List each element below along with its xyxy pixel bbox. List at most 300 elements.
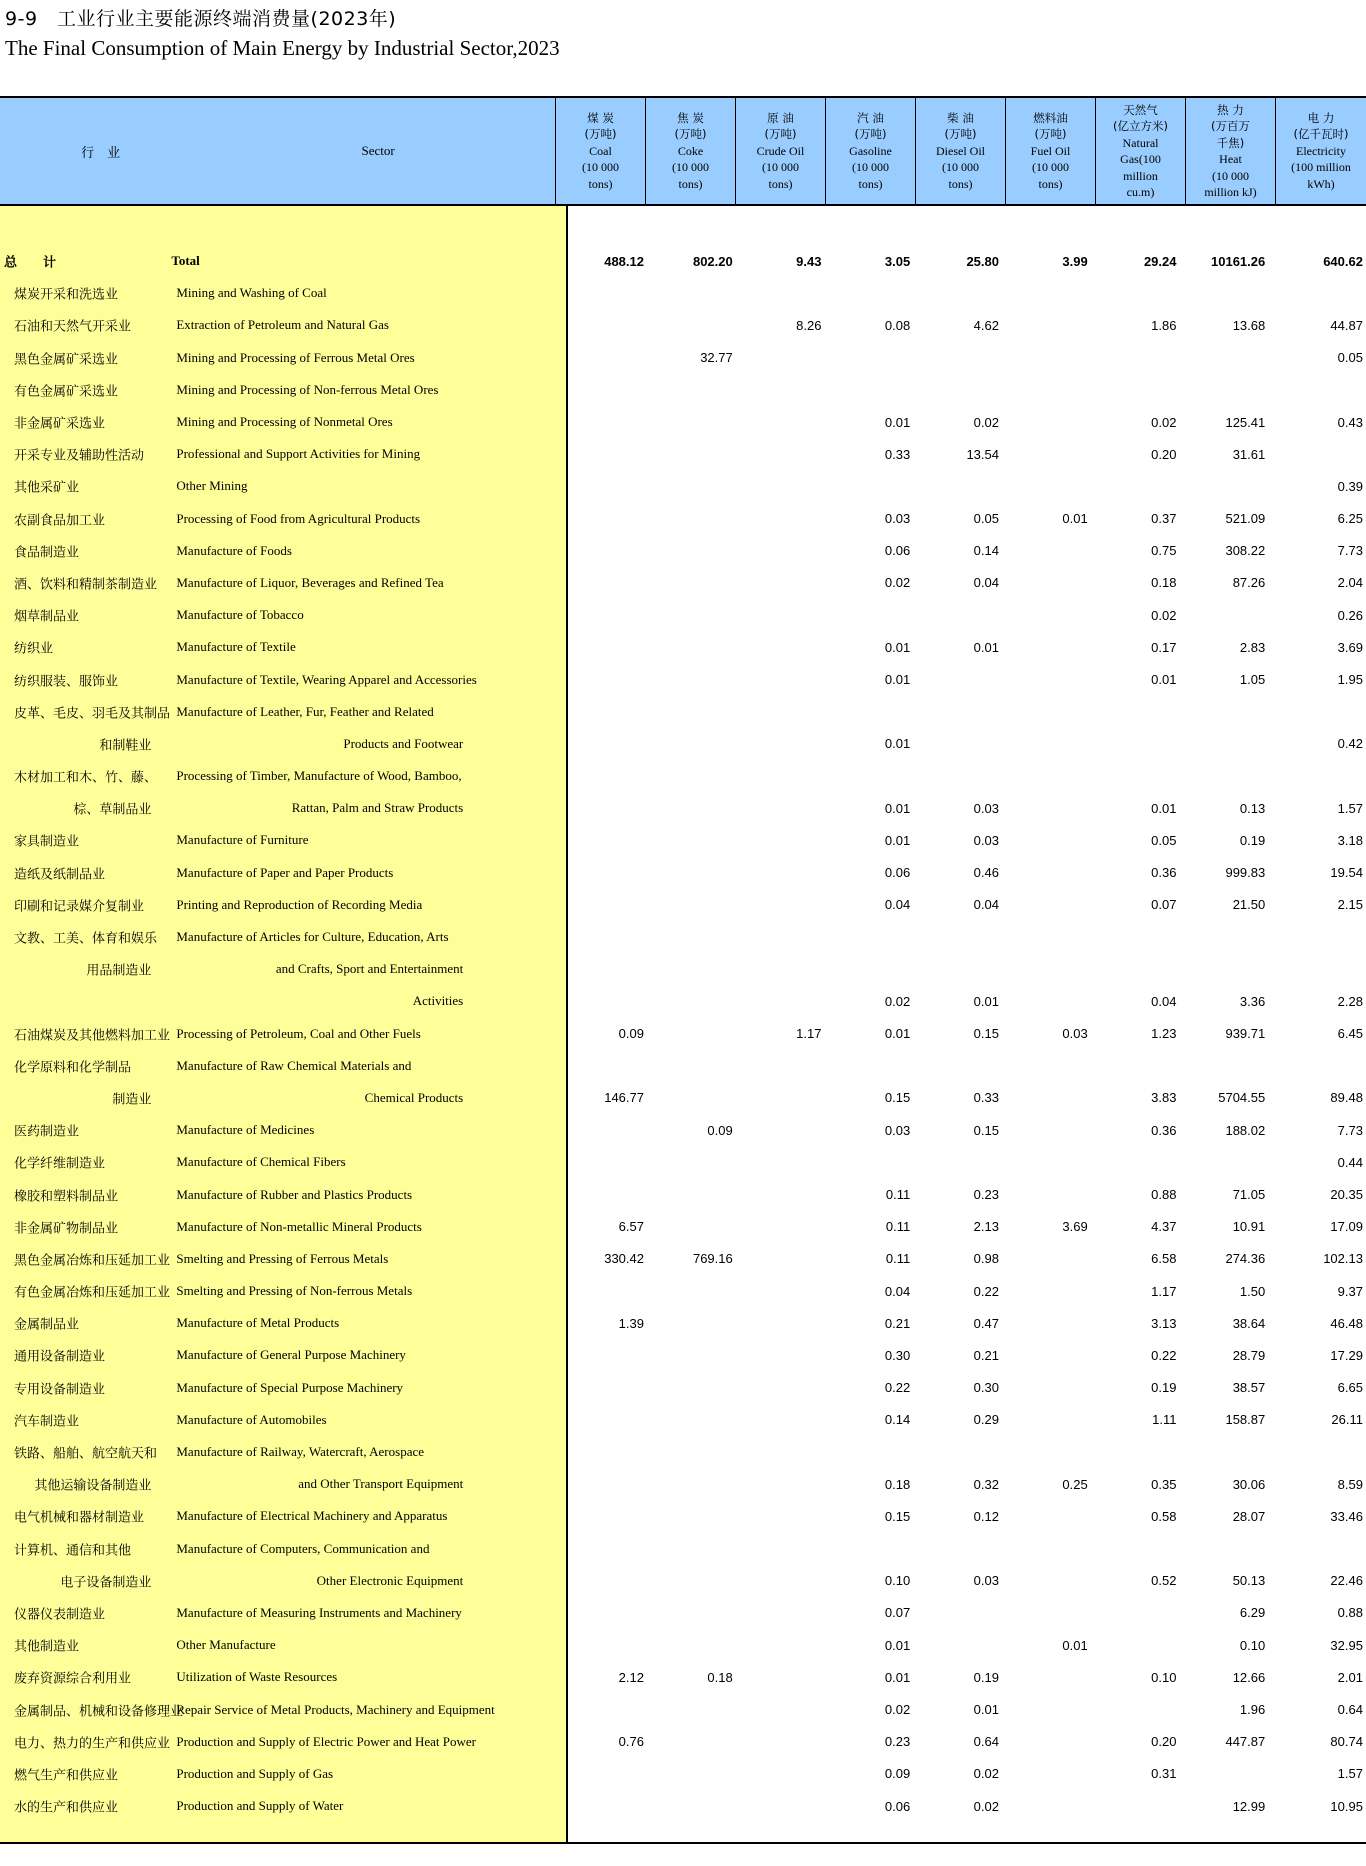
sector-cell	[176, 1693, 566, 1725]
sector-label: Manufacture of Special Purpose Machinery	[176, 1379, 404, 1395]
industry-label: 化学纤维制造业	[14, 1156, 106, 1172]
value-cell	[832, 1146, 921, 1178]
value-cell	[655, 631, 744, 663]
value-cell: 0.01	[884, 1669, 911, 1685]
value-cell: 0.10	[1151, 1669, 1177, 1685]
value-cell	[1099, 921, 1188, 953]
sector-label: Repair Service of Metal Products, Machinery and Equipment	[176, 1701, 495, 1717]
industry-cell	[0, 1050, 205, 1082]
industry-label: 总 计	[4, 255, 57, 271]
value-cell: 6.57	[618, 1219, 644, 1235]
table-row	[0, 342, 1366, 374]
header-col-3-text: (10 000	[852, 160, 889, 175]
sector-label: Manufacture of General Purpose Machinery	[176, 1347, 406, 1363]
value-cell	[1187, 277, 1276, 309]
value-cell: 1.05	[1239, 672, 1266, 688]
value-cell	[1099, 277, 1188, 309]
value-cell	[921, 1050, 1010, 1082]
value-cell: 0.35	[1151, 1476, 1177, 1492]
sector-cell	[176, 342, 566, 374]
value-cell	[832, 1050, 921, 1082]
industry-cell	[0, 1275, 205, 1307]
table-row	[0, 1178, 1366, 1210]
value-cell: 10.95	[1330, 1798, 1363, 1814]
value-cell: 0.32	[973, 1476, 999, 1492]
value-cell: 0.01	[1151, 800, 1177, 816]
sector-label: Manufacture of Textile, Wearing Apparel and Accessories	[176, 671, 477, 687]
value-cell	[921, 374, 1010, 406]
table-row	[0, 1661, 1366, 1693]
industry-cell	[0, 1565, 205, 1597]
sector-cell	[176, 1790, 566, 1822]
industry-cell	[0, 1211, 205, 1243]
value-cell	[744, 631, 833, 663]
sector-cell	[176, 309, 566, 341]
value-cell: 0.09	[884, 1766, 911, 1782]
sector-label: Manufacture of Chemical Fibers	[176, 1154, 346, 1170]
sector-label: Manufacture of Liquor, Beverages and Refined Tea	[176, 574, 444, 590]
industry-cell	[0, 889, 205, 921]
industry-label: 其他运输设备制造业	[34, 1478, 152, 1494]
value-cell	[566, 696, 655, 728]
value-cell: 146.77	[604, 1090, 644, 1106]
industry-label: 文教、工美、体育和娱乐	[14, 931, 158, 947]
industry-cell	[0, 728, 205, 760]
value-cell	[655, 503, 744, 535]
header-col-7-text: (万百万	[1211, 119, 1250, 133]
sector-label: Processing of Petroleum, Coal and Other Fuels	[176, 1025, 421, 1041]
value-cell: 0.18	[884, 1476, 911, 1492]
industry-cell	[0, 760, 205, 792]
value-cell	[744, 1146, 833, 1178]
value-cell: 13.68	[1232, 317, 1266, 333]
sector-cell	[176, 857, 566, 889]
value-cell	[1276, 374, 1366, 406]
industry-label: 水的生产和供应业	[14, 1800, 119, 1816]
industry-cell	[0, 824, 205, 856]
sector-label: Manufacture of Tobacco	[176, 607, 304, 623]
value-cell: 0.13	[1239, 800, 1266, 816]
value-cell: 0.25	[1062, 1476, 1088, 1492]
header-col-7	[1185, 98, 1275, 204]
value-cell	[566, 535, 655, 567]
sector-cell	[176, 921, 566, 953]
value-cell: 0.11	[885, 1187, 911, 1203]
header-col-5-text: tons)	[1038, 176, 1063, 191]
value-cell: 0.03	[973, 1573, 999, 1589]
table-row	[0, 309, 1366, 341]
value-cell	[744, 1307, 833, 1339]
sector-label: Manufacture of Railway, Watercraft, Aerospace	[176, 1444, 425, 1460]
header-col-0-text: (10 000	[582, 160, 619, 175]
value-cell: 0.02	[884, 993, 911, 1009]
industry-label: 电气机械和器材制造业	[14, 1510, 145, 1526]
industry-cell	[0, 1436, 205, 1468]
industry-cell	[0, 1114, 205, 1146]
value-cell	[1010, 309, 1099, 341]
value-cell	[566, 1339, 655, 1371]
industry-label: 纺织业	[14, 641, 54, 657]
sector-label: Manufacture of Foods	[176, 542, 292, 558]
table-row	[0, 696, 1366, 728]
value-cell	[1099, 1050, 1188, 1082]
value-cell: 0.98	[973, 1251, 999, 1267]
value-cell	[921, 1146, 1010, 1178]
table-row	[0, 470, 1366, 502]
value-cell	[655, 1275, 744, 1307]
value-cell	[566, 1758, 655, 1790]
industry-cell	[0, 1468, 205, 1500]
value-cell: 0.76	[618, 1734, 644, 1750]
value-cell: 0.18	[1151, 575, 1177, 591]
value-cell	[1010, 1050, 1099, 1082]
value-cell: 0.03	[884, 511, 911, 527]
value-cell: 0.14	[884, 1412, 911, 1428]
value-cell: 1.86	[1151, 317, 1177, 333]
value-cell: 2.04	[1337, 575, 1363, 591]
value-cell	[655, 1404, 744, 1436]
value-cell: 38.64	[1232, 1315, 1266, 1331]
value-cell: 0.01	[1151, 672, 1177, 688]
industry-cell	[0, 1404, 205, 1436]
industry-label: 酒、饮料和精制茶制造业	[14, 577, 158, 593]
sector-cell	[176, 1372, 566, 1404]
value-cell	[1010, 1372, 1099, 1404]
header-col-8-text: 电 力	[1307, 110, 1335, 125]
industry-label: 烟草制品业	[14, 609, 80, 625]
value-cell	[1010, 1758, 1099, 1790]
value-cell: 2.28	[1337, 993, 1363, 1009]
table-header	[0, 96, 1366, 206]
value-cell	[566, 792, 655, 824]
value-cell: 0.64	[973, 1734, 999, 1750]
value-cell: 0.04	[884, 1283, 911, 1299]
value-cell: 521.09	[1225, 511, 1266, 527]
table-row	[0, 631, 1366, 663]
value-cell: 0.01	[884, 1026, 911, 1042]
sector-label: Manufacture of Raw Chemical Materials and	[176, 1057, 412, 1073]
sector-label: Utilization of Waste Resources	[176, 1669, 338, 1685]
value-cell	[566, 728, 655, 760]
value-cell: 0.26	[1337, 607, 1363, 623]
energy-table	[0, 96, 1366, 1844]
value-cell	[655, 470, 744, 502]
value-cell	[655, 1629, 744, 1661]
industry-cell	[0, 1339, 205, 1371]
sector-cell	[205, 953, 566, 985]
header-col-0-text: (万吨)	[584, 127, 617, 142]
value-cell: 7.73	[1337, 543, 1363, 559]
value-cell	[1099, 470, 1188, 502]
value-cell	[655, 309, 744, 341]
value-cell: 0.22	[973, 1283, 999, 1299]
sector-label: Manufacture of Furniture	[176, 832, 309, 848]
sector-label: Activities	[412, 993, 464, 1009]
header-col-7-text: Heat	[1219, 152, 1242, 166]
value-cell: 0.46	[973, 865, 999, 881]
value-cell: 769.16	[692, 1251, 733, 1267]
value-cell	[566, 374, 655, 406]
value-cell: 640.62	[1323, 253, 1363, 269]
industry-label: 橡胶和塑料制品业	[14, 1189, 119, 1205]
value-cell: 9.37	[1337, 1283, 1363, 1299]
value-cell	[566, 406, 655, 438]
value-cell: 0.03	[973, 832, 999, 848]
value-cell: 1.50	[1239, 1283, 1266, 1299]
sector-cell	[176, 374, 566, 406]
table-row	[0, 824, 1366, 856]
value-cell: 0.02	[973, 414, 999, 430]
table-row	[0, 663, 1366, 695]
value-cell: 0.01	[1062, 511, 1088, 527]
industry-label: 汽车制造业	[14, 1414, 80, 1430]
value-cell	[566, 1050, 655, 1082]
value-cell	[1010, 1500, 1099, 1532]
table-row	[0, 1693, 1366, 1725]
value-cell: 29.24	[1143, 253, 1177, 269]
industry-label: 电力、热力的生产和供应业	[14, 1736, 171, 1752]
value-cell: 3.83	[1151, 1090, 1177, 1106]
value-cell: 0.01	[884, 800, 911, 816]
value-cell: 0.37	[1151, 511, 1177, 527]
value-cell: 1.57	[1337, 800, 1363, 816]
value-cell: 0.42	[1337, 736, 1363, 752]
value-cell	[744, 567, 833, 599]
value-cell	[832, 374, 921, 406]
sector-cell	[205, 1565, 566, 1597]
sector-cell	[205, 1082, 566, 1114]
value-cell	[1276, 696, 1366, 728]
table-row	[0, 1275, 1366, 1307]
industry-cell	[0, 696, 205, 728]
value-cell	[921, 760, 1010, 792]
table-row	[0, 1243, 1366, 1275]
value-cell: 0.02	[884, 575, 911, 591]
value-cell	[921, 953, 1010, 985]
value-cell: 0.36	[1151, 865, 1177, 881]
value-cell: 0.19	[1151, 1380, 1177, 1396]
sector-cell	[205, 1468, 566, 1500]
industry-cell	[0, 470, 205, 502]
value-cell: 28.79	[1232, 1347, 1266, 1363]
value-cell: 0.01	[973, 993, 999, 1009]
value-cell: 0.23	[973, 1187, 999, 1203]
value-cell	[1010, 342, 1099, 374]
value-cell: 20.35	[1330, 1187, 1363, 1203]
value-cell	[744, 503, 833, 535]
value-cell	[1010, 696, 1099, 728]
table-row	[0, 1114, 1366, 1146]
header-col-2-text: tons)	[768, 176, 793, 191]
sector-label: Mining and Processing of Nonmetal Ores	[176, 414, 393, 430]
value-cell: 0.09	[707, 1122, 733, 1138]
industry-label: 铁路、船舶、航空航天和	[14, 1446, 158, 1462]
value-cell: 0.88	[1337, 1605, 1363, 1621]
value-cell: 31.61	[1232, 446, 1266, 462]
value-cell	[566, 760, 655, 792]
value-cell: 0.01	[973, 1702, 999, 1718]
header-col-4-text: Diesel Oil	[936, 143, 985, 158]
value-cell	[744, 1726, 833, 1758]
value-cell	[1187, 342, 1276, 374]
value-cell: 0.18	[707, 1669, 733, 1685]
value-cell: 0.06	[884, 865, 911, 881]
industry-label: 非金属矿采选业	[14, 416, 106, 432]
value-cell	[921, 277, 1010, 309]
value-cell	[655, 1565, 744, 1597]
industry-label: 食品制造业	[14, 545, 80, 561]
value-cell	[744, 406, 833, 438]
industry-cell	[0, 1790, 205, 1822]
industry-cell	[0, 631, 205, 663]
industry-cell	[0, 1661, 205, 1693]
value-cell: 6.29	[1239, 1605, 1266, 1621]
value-cell	[1010, 1146, 1099, 1178]
industry-cell	[0, 1018, 205, 1050]
value-cell	[1010, 438, 1099, 470]
value-cell	[744, 1597, 833, 1629]
table-row	[0, 1436, 1366, 1468]
value-cell	[655, 1307, 744, 1339]
value-cell	[1010, 1243, 1099, 1275]
sector-label: Processing of Timber, Manufacture of Wood, Bamboo,	[176, 768, 462, 784]
table-row	[0, 277, 1366, 309]
value-cell	[566, 985, 655, 1017]
value-cell	[566, 470, 655, 502]
value-cell	[744, 1533, 833, 1565]
industry-label: 其他采矿业	[14, 480, 80, 496]
sector-cell	[176, 1533, 566, 1565]
header-col-1-text: (10 000	[672, 160, 709, 175]
value-cell: 1.39	[618, 1315, 644, 1331]
value-cell	[1010, 1565, 1099, 1597]
sector-label: Other Manufacture	[176, 1637, 276, 1653]
value-cell	[566, 663, 655, 695]
value-cell	[1010, 857, 1099, 889]
header-col-3	[825, 98, 915, 204]
value-cell: 0.05	[1151, 832, 1177, 848]
industry-cell	[0, 1146, 205, 1178]
value-cell	[1276, 1436, 1366, 1468]
value-cell	[832, 1436, 921, 1468]
value-cell	[744, 857, 833, 889]
industry-label: 木材加工和木、竹、藤、	[14, 770, 158, 786]
sector-cell	[176, 438, 566, 470]
value-cell	[566, 1468, 655, 1500]
sector-label: Production and Supply of Water	[176, 1798, 344, 1814]
sector-label: Chemical Products	[364, 1089, 464, 1105]
value-cell	[566, 1565, 655, 1597]
value-cell: 89.48	[1330, 1090, 1363, 1106]
value-cell: 0.30	[973, 1380, 999, 1396]
value-cell: 22.46	[1330, 1573, 1363, 1589]
value-cell: 0.15	[884, 1508, 911, 1524]
industry-cell	[0, 438, 205, 470]
industry-label: 仪器仪表制造业	[14, 1607, 106, 1623]
table-row	[0, 1211, 1366, 1243]
header-col-8	[1275, 98, 1366, 204]
value-cell	[1010, 631, 1099, 663]
value-cell	[744, 1758, 833, 1790]
header-col-4-text: 柴 油	[947, 110, 974, 125]
header-col-0-text: tons)	[588, 176, 613, 191]
value-cell	[1276, 1050, 1366, 1082]
table-row	[0, 1339, 1366, 1371]
value-cell	[744, 760, 833, 792]
industry-label: 金属制品、机械和设备修理业	[14, 1704, 184, 1720]
header-col-5-text: Fuel Oil	[1030, 143, 1071, 158]
header-col-5-text: 燃料油	[1033, 110, 1068, 125]
value-cell: 30.06	[1232, 1476, 1266, 1492]
industry-label: 煤炭开采和洗选业	[14, 287, 119, 303]
value-cell	[1010, 406, 1099, 438]
industry-cell	[0, 535, 205, 567]
value-cell: 0.19	[1239, 832, 1266, 848]
value-cell	[566, 1597, 655, 1629]
header-col-2	[735, 98, 825, 204]
value-cell: 6.45	[1337, 1026, 1363, 1042]
value-cell	[1010, 889, 1099, 921]
value-cell: 0.08	[884, 317, 911, 333]
value-cell	[1187, 1758, 1276, 1790]
value-cell: 4.62	[973, 317, 999, 333]
value-cell: 939.71	[1225, 1026, 1266, 1042]
sector-cell	[176, 1243, 566, 1275]
value-cell	[1276, 1533, 1366, 1565]
value-cell: 0.09	[618, 1026, 644, 1042]
value-cell	[921, 921, 1010, 953]
header-col-1-text: 焦 炭	[677, 110, 704, 125]
industry-cell	[0, 374, 205, 406]
table-row	[0, 1468, 1366, 1500]
value-cell	[655, 1082, 744, 1114]
sector-label: Smelting and Pressing of Non-ferrous Metals	[176, 1283, 413, 1299]
header-col-0-text: Coal	[589, 143, 612, 158]
value-cell	[1099, 1693, 1188, 1725]
industry-cell	[0, 1533, 205, 1565]
sector-cell	[176, 696, 566, 728]
header-col-7-text: (10 000	[1212, 168, 1249, 183]
table-row	[0, 728, 1366, 760]
value-cell: 0.44	[1337, 1154, 1363, 1170]
value-cell	[655, 374, 744, 406]
sector-label: Total	[171, 253, 200, 269]
table-row	[0, 1726, 1366, 1758]
value-cell: 32.95	[1330, 1637, 1363, 1653]
value-cell: 10.91	[1232, 1219, 1266, 1235]
industry-label: 棕、草制品业	[73, 802, 152, 818]
value-cell	[1187, 953, 1276, 985]
industry-label: 计算机、通信和其他	[14, 1543, 132, 1559]
value-cell: 2.13	[973, 1219, 999, 1235]
value-cell: 2.83	[1239, 639, 1266, 655]
value-cell: 0.01	[973, 639, 999, 655]
industry-label: 燃气生产和供应业	[14, 1768, 119, 1784]
header-col-5-text: (10 000	[1032, 160, 1069, 175]
header-col-5-text: (万吨)	[1034, 127, 1067, 142]
industry-label: 纺织服装、服饰业	[14, 674, 119, 690]
header-col-4-text: tons)	[948, 176, 973, 191]
value-cell	[744, 985, 833, 1017]
value-cell: 0.02	[1151, 607, 1177, 623]
value-cell	[921, 663, 1010, 695]
header-col-7-text: million kJ)	[1204, 185, 1257, 199]
value-cell	[1187, 696, 1276, 728]
sector-cell	[176, 1597, 566, 1629]
value-cell: 0.01	[884, 1637, 911, 1653]
value-cell: 447.87	[1225, 1734, 1266, 1750]
value-cell: 125.41	[1225, 414, 1266, 430]
